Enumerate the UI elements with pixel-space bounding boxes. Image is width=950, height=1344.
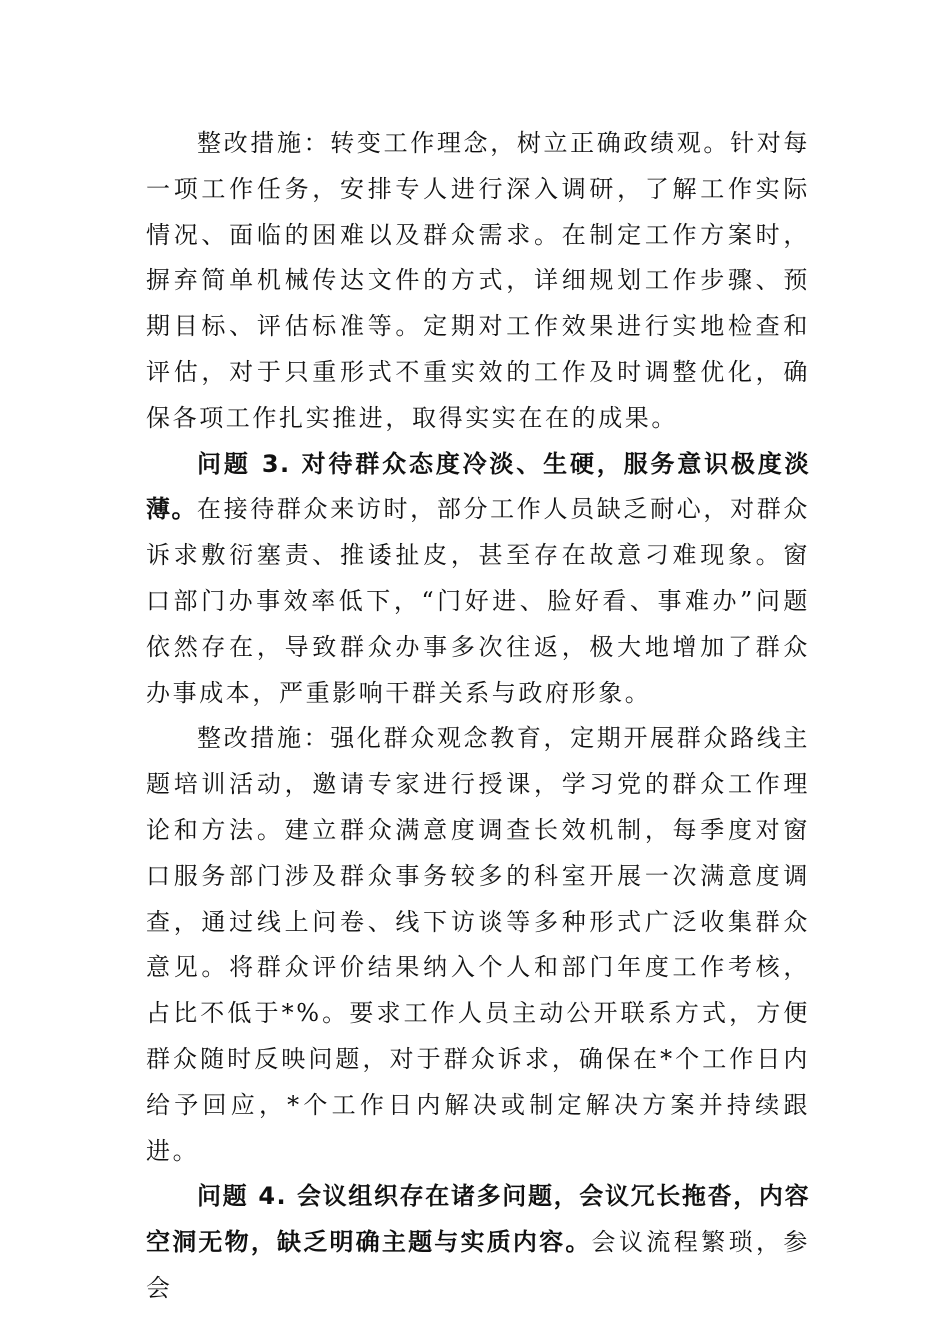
- paragraph-heading: 问题 4. 会议组织存在诸多问题，会议冗长拖沓，内容空洞无物，缺乏明确主题与实质内容。: [146, 1182, 810, 1257]
- paragraph-problem-4: [146, 1174, 810, 1311]
- paragraph-body: 整改措施：强化群众观念教育，定期开展群众路线主题培训活动，邀请专家进行授课，学习党的群众工作理论和方法。建立群众满意度调查长效机制，每季度对窗口服务部门涉及群众事务较多的科室开展一次满意度调查，通过线上问卷、线下访谈等多种形式广泛收集群众意见。将群众评价结果纳入个人和部门年度工作考核，占比不低于*%。要求工作人员主动公开联系方式，方便群众随时反映问题，对于群众诉求，确保在*个工作日内给予回应，*个工作日内解决或制定解决方案并持续跟进。: [146, 724, 810, 1165]
- paragraph-body: 整改措施：转变工作理念，树立正确政绩观。针对每一项工作任务，安排专人进行深入调研，了解工作实际情况、面临的困难以及群众需求。在制定工作方案时，摒弃简单机械传达文件的方式，详细规划工作步骤、预期目标、评估标准等。定期对工作效果进行实地检查和评估，对于只重形式不重实效的工作及时调整优化，确保各项工作扎实推进，取得实实在在的成果。: [146, 129, 810, 432]
- paragraph-heading: 问题 3. 对待群众态度冷淡、生硬，服务意识极度淡薄。: [146, 449, 810, 524]
- paragraph-body: 在接待群众来访时，部分工作人员缺乏耐心，对群众诉求敷衍塞责、推诿扯皮，甚至存在故意刁难现象。窗口部门办事效率低下，“门好进、脸好看、事难办”问题依然存在，导致群众办事多次往返，极大地增加了群众办事成本，严重影响干群关系与政府形象。: [146, 495, 810, 707]
- paragraph-rectification-measures-1: [146, 121, 810, 442]
- paragraph-rectification-measures-2: [146, 716, 810, 1174]
- paragraph-body: 会议流程繁琐，参会: [146, 1228, 810, 1302]
- paragraph-problem-3: [146, 442, 810, 717]
- document-page: [146, 121, 810, 1312]
